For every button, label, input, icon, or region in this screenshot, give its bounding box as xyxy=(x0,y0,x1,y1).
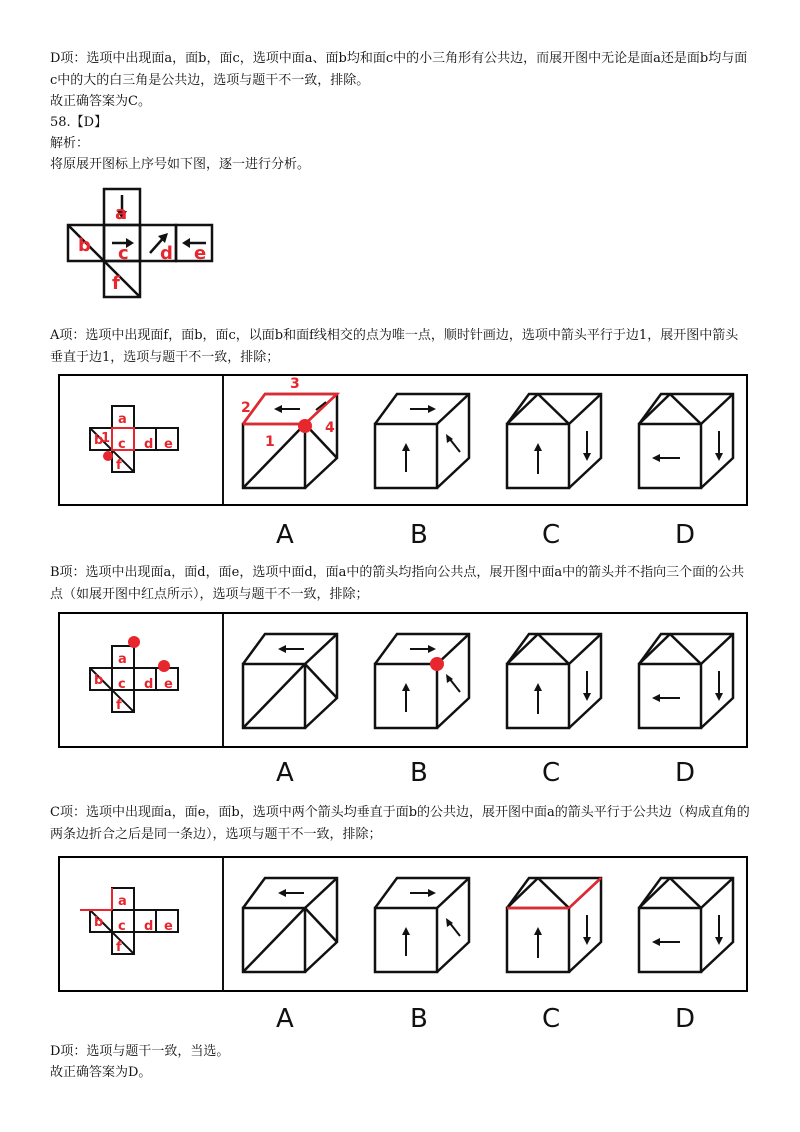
svg-text:d: d xyxy=(144,437,154,452)
panel-2-drawing xyxy=(60,614,746,746)
question-number: 58.【D】 xyxy=(50,115,108,130)
option-b-text: B项：选项中出现面a，面d，面e，选项中面d，面a中的箭头均指向公共点，展开图中面a中的箭头并不指向三个面的公共点（如展开图中红点所示），选项与题干不一致，排除； xyxy=(50,565,745,602)
option-letter-a: A xyxy=(276,520,294,550)
final-answer: 故正确答案为D。 xyxy=(50,1065,152,1080)
svg-text:a: a xyxy=(118,412,127,427)
net-label-c: c xyxy=(118,243,129,264)
svg-text:c: c xyxy=(118,437,126,452)
svg-text:a: a xyxy=(118,652,127,667)
svg-text:c: c xyxy=(118,919,126,934)
net-label-a: a xyxy=(115,203,128,224)
option-letter-c: C xyxy=(542,758,561,788)
option-letter-c: C xyxy=(542,520,561,550)
svg-text:e: e xyxy=(164,437,173,452)
prev-option-d-text: D项：选项中出现面a，面b，面c，选项中面a、面b均和面c中的小三角形有公共边，而展开图中无论是面a还是面b均与面c中的大的白三角是公共边，选项与题干不一致，排除。 xyxy=(50,51,748,88)
net-label-b: b xyxy=(78,235,91,256)
option-letter-d: D xyxy=(675,758,696,788)
option-letter-b: B xyxy=(410,758,428,788)
net-label-f: f xyxy=(112,273,120,294)
option-letter-a: A xyxy=(276,758,294,788)
panel-3-option-letters xyxy=(58,1004,748,1044)
svg-text:e: e xyxy=(164,677,173,692)
panel-3-drawing xyxy=(60,858,746,990)
svg-text:a: a xyxy=(118,894,127,909)
panel-2-option-letters xyxy=(58,758,748,798)
edge-label-1: 1 xyxy=(265,434,275,450)
svg-text:b: b xyxy=(94,433,104,448)
option-letter-b: B xyxy=(410,520,428,550)
option-a-text: A项：选项中出现面f，面b，面c，以面b和面f线相交的点为唯一点，顺时针画边，选项中箭头平行于边1，展开图中箭头垂直于边1，选项与题干不一致，排除； xyxy=(50,328,739,365)
net-label-d: d xyxy=(160,243,173,264)
prev-answer: 故正确答案为C。 xyxy=(50,94,151,109)
svg-text:f: f xyxy=(116,458,122,473)
figure-panel-2 xyxy=(58,612,748,748)
figure-panel-3 xyxy=(58,856,748,992)
panel-1-option-letters xyxy=(58,520,748,560)
option-letter-d: D xyxy=(675,520,696,550)
net-label-e: e xyxy=(194,243,207,264)
svg-text:1: 1 xyxy=(101,431,111,446)
svg-text:d: d xyxy=(144,677,154,692)
panel-1-drawing xyxy=(60,376,746,504)
analysis-intro: 将原展开图标上序号如下图，逐一进行分析。 xyxy=(50,157,311,172)
svg-text:e: e xyxy=(164,919,173,934)
edge-label-2: 2 xyxy=(241,400,251,416)
svg-text:f: f xyxy=(116,940,122,955)
svg-text:d: d xyxy=(144,919,154,934)
edge-label-3: 3 xyxy=(290,376,300,392)
svg-text:b: b xyxy=(94,673,104,688)
svg-text:b: b xyxy=(94,915,104,930)
option-letter-b: B xyxy=(410,1004,428,1034)
svg-text:f: f xyxy=(116,698,122,713)
option-letter-d: D xyxy=(675,1004,696,1034)
figure-panel-1 xyxy=(58,374,748,506)
option-letter-a: A xyxy=(276,1004,294,1034)
analysis-label: 解析： xyxy=(50,136,90,151)
edge-label-4: 4 xyxy=(325,420,335,436)
option-c-text: C项：选项中出现面a，面e，面b，选项中两个箭头均垂直于面b的公共边，展开图中面a的箭头平行于公共边（构成直角的两条边折合之后是同一条边），选项与题干不一致，排除； xyxy=(50,805,750,842)
svg-text:c: c xyxy=(118,677,126,692)
main-net-figure xyxy=(60,185,230,305)
option-letter-c: C xyxy=(542,1004,561,1034)
option-d-text: D项：选项与题干一致，当选。 xyxy=(50,1044,230,1059)
